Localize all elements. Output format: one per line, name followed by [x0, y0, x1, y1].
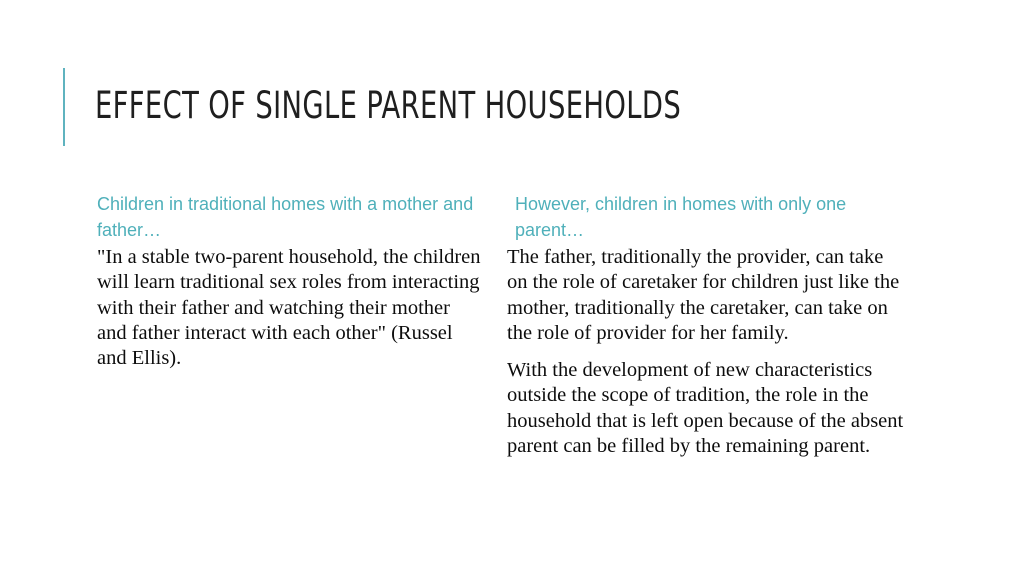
- title-accent-bar: [63, 68, 65, 146]
- right-column-paragraph-2: With the development of new characteristics outside the scope of tradition, the role in the household that is left open because of the absent parent can be filled by the remaining parent.: [507, 359, 904, 458]
- slide-title: EFFECT OF SINGLE PARENT HOUSEHOLDS: [95, 84, 682, 127]
- left-column-paragraph: "In a stable two-parent household, the children will learn traditional sex roles from interacting with their father and watching their mother and father interact with each other" (Russel and Ellis).: [97, 246, 481, 370]
- right-column: [507, 191, 907, 471]
- right-column-body: [507, 245, 907, 459]
- right-column-paragraph-1: The father, traditionally the provider, can take on the role of caretaker for children just like the mother, traditionally the caretaker, can take on the role of provider for her family.: [507, 246, 900, 344]
- right-column-heading: However, children in homes with only one parent…: [515, 194, 847, 240]
- left-column: [97, 191, 482, 383]
- left-column-body: [97, 245, 482, 371]
- left-column-heading: Children in traditional homes with a mother and father…: [97, 194, 474, 240]
